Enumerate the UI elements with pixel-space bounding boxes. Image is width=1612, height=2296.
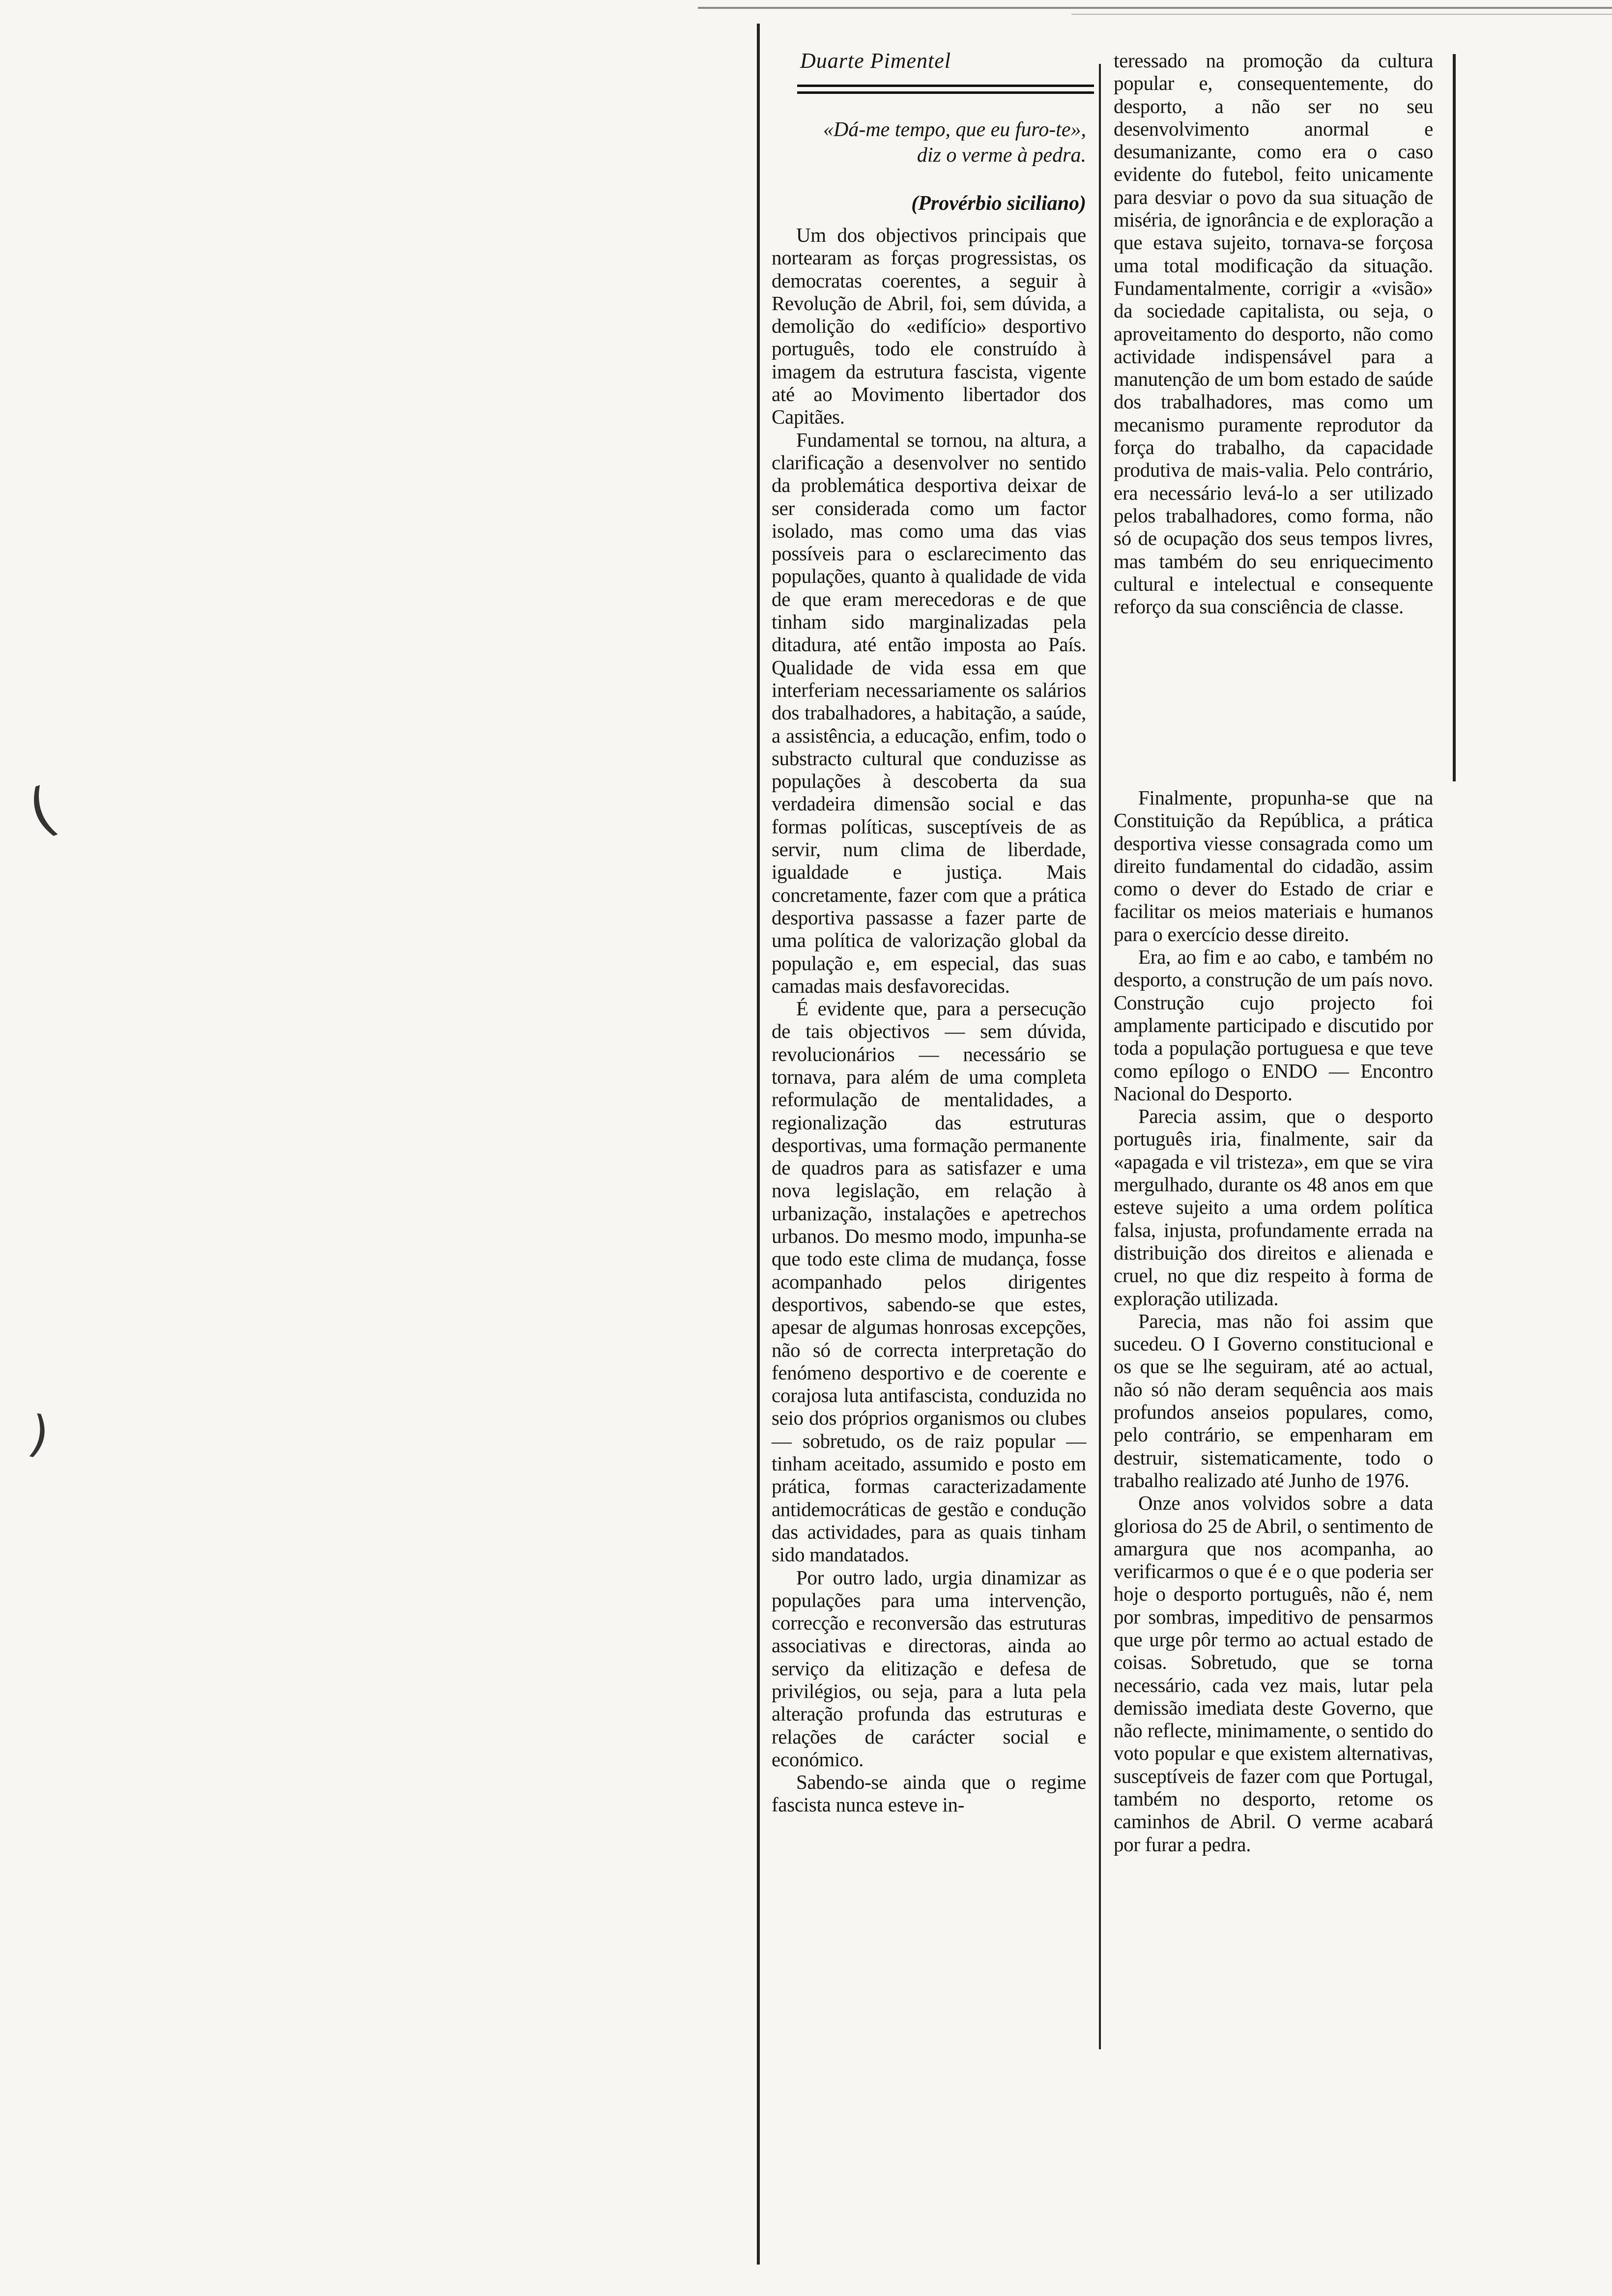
- paragraph: Sabendo-se ainda que o regime fascista nunca esteve in-: [772, 1771, 1086, 1816]
- paragraph: Um dos objectivos principais que nortearam as forças progressistas, os democratas coerentes, a seguir à Revolução de Abril, foi, sem dúvida, a demolição do «edifício» desportivo português, todo ele construído à imagem da estrutura fascista, vigente até ao Movimento libertador dos Capitães.: [772, 224, 1086, 429]
- paragraph: Parecia assim, que o desporto português iria, finalmente, sair da «apagada e vil tristeza», em que se vira mergulhado, durante os 48 anos em que esteve sujeito a uma ordem política falsa, injusta, profundamente errada na distribuição dos direitos e alienada e cruel, no que diz respeito à forma de exploração utilizada.: [1114, 1105, 1433, 1310]
- paragraph: Era, ao fim e ao cabo, e também no desporto, a construção de um país novo. Construção cujo projecto foi amplamente participado e discutido por toda a população portuguesa e que teve como epílogo o ENDO — Encontro Nacional do Desporto.: [1114, 946, 1433, 1105]
- column-rule-left: [757, 24, 760, 2265]
- article-column-3: [1114, 786, 1433, 1856]
- article-column-2: [1114, 49, 1433, 618]
- column-rule-right: [1453, 54, 1456, 781]
- article-column-1: [772, 224, 1086, 1816]
- scan-top-edge-secondary: [1071, 14, 1612, 15]
- paragraph: Fundamental se tornou, na altura, a clarificação a desenvolver no sentido da problemática desportiva deixar de ser considerada como um factor isolado, mas como uma das vias possíveis para o esclarecimento das populações, quanto à qualidade de vida de que eram merecedoras e de que tinham sido marginalizadas pela ditadura, até então imposta ao País. Qualidade de vida essa em que interferiam necessariamente os salários dos trabalhadores, a habitação, a saúde, a assistência, a educação, enfim, todo o substracto cultural que conduzisse as populações à descoberta da sua verdadeira dimensão social e das formas políticas, susceptíveis de as servir, num clima de liberdade, igualdade e justiça. Mais concretamente, fazer com que a prática desportiva passasse a fazer parte de uma política de valorização global da população e, em especial, das suas camadas mais desfavorecidas.: [772, 428, 1086, 997]
- margin-hole-mark-icon: ): [25, 1404, 54, 1464]
- author-byline: Duarte Pimentel: [800, 49, 951, 73]
- paragraph: Por outro lado, urgia dinamizar as populações para uma intervenção, correcção e reconversão das estruturas associativas e directoras, ainda ao serviço da elitização e defesa de privilégios, ou seja, para a luta pela alteração profunda das estruturas e relações de carácter social e económico.: [772, 1566, 1086, 1771]
- epigraph-quote: «Dá-me tempo, que eu furo-te», diz o verme à pedra.: [823, 118, 1086, 167]
- paragraph: É evidente que, para a persecução de tais objectivos — sem dúvida, revolucionários — necessário se tornava, para além de uma completa reformulação de mentalidades, a regionalização das estruturas desportivas, uma formação permanente de quadros para as satisfazer e uma nova legislação, em relação à urbanização, instalações e apetrechos urbanos. Do mesmo modo, impunha-se que todo este clima de mudança, fosse acompanhado pelos dirigentes desportivos, sabendo-se que estes, apesar de algumas honrosas excepções, não só de correcta interpretação do fenómeno desportivo e de coerente e corajosa luta antifascista, conduzida no seio dos próprios organismos ou clubes — sobretudo, os de raiz popular — tinham aceitado, assumido e posto em prática, formas caracterizadamente antidemocráticas de gestão e condução das actividades, para as quais tinham sido mandatados.: [772, 997, 1086, 1566]
- scan-top-edge: [698, 7, 1612, 9]
- paragraph: Finalmente, propunha-se que na Constituição da República, a prática desportiva viesse consagrada como um direito fundamental do cidadão, assim como o dever do Estado de criar e facilitar os meios materiais e humanos para o exercício desse direito.: [1114, 786, 1433, 946]
- paragraph: Parecia, mas não foi assim que sucedeu. O I Governo constitucional e os que se lhe seguiram, até ao actual, não só não deram sequência aos mais profundos anseios populares, como, pelo contrário, se empenharam em destruir, sistematicamente, todo o trabalho realizado até Junho de 1976.: [1114, 1309, 1433, 1492]
- byline-double-rule: [797, 91, 1094, 94]
- epigraph-source: (Provérbio siciliano): [911, 192, 1086, 215]
- margin-hole-mark-icon: (: [19, 775, 65, 847]
- paragraph: teressado na promoção da cultura popular e, consequentemente, do desporto, a não ser no seu desenvolvimento anormal e desumanizante, como era o caso evidente do futebol, feito unicamente para desviar o povo da sua situação de miséria, de ignorância e de exploração a que estava sujeito, tornava-se forçosa uma total modificação da situação. Fundamentalmente, corrigir a «visão» da sociedade capitalista, ou seja, o aproveitamento do desporto, não como actividade indispensável para a manutenção de um bom estado de saúde dos trabalhadores, mas como um mecanismo puramente reprodutor da força do trabalho, da capacidade produtiva de mais-valia. Pelo contrário, era necessário levá-lo a ser utilizado pelos trabalhadores, como forma, não só de ocupação dos seus tempos livres, mas também do seu enriquecimento cultural e intelectual e consequente reforço da sua consciência de classe.: [1114, 49, 1433, 618]
- paragraph: Onze anos volvidos sobre a data gloriosa do 25 de Abril, o sentimento de amargura que nos acompanha, ao verificarmos o que é e o que poderia ser hoje o desporto português, não é, nem por sombras, impeditivo de pensarmos que urge pôr termo ao actual estado de coisas. Sobretudo, que se torna necessário, cada vez mais, lutar pela demissão imediata deste Governo, que não reflecte, minimamente, o sentido do voto popular e que existem alternativas, susceptíveis de fazer com que Portugal, também no desporto, retome os caminhos de Abril. O verme acabará por furar a pedra.: [1114, 1492, 1433, 1856]
- column-rule-middle: [1099, 64, 1101, 2049]
- byline-double-rule: [797, 85, 1094, 87]
